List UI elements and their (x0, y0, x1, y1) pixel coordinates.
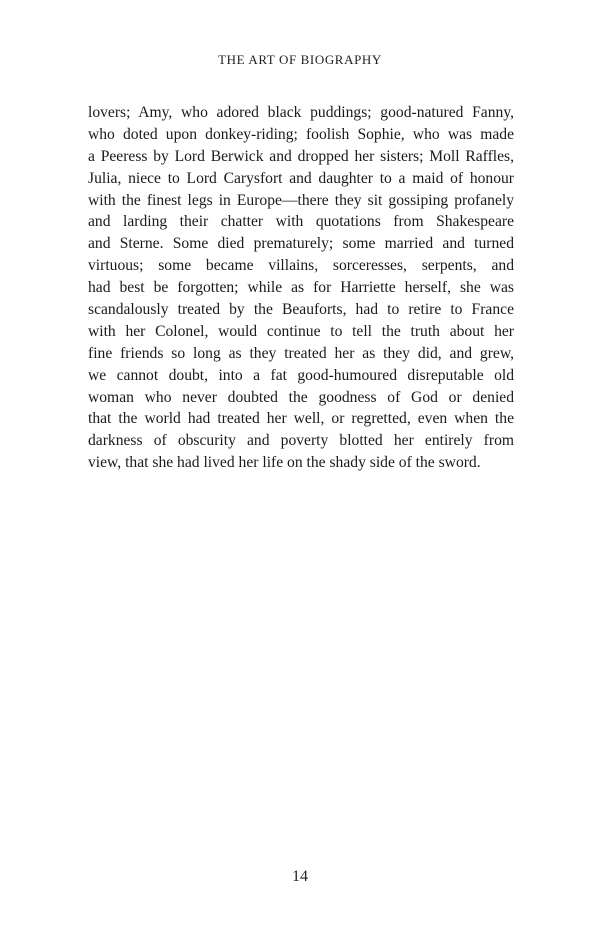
text-line: had best be forgotten; while as for Harriette herself, she was (88, 279, 514, 297)
text-line: a Peeress by Lord Berwick and dropped her sisters; Moll Raffles, (88, 147, 514, 165)
text-line: that the world had treated her well, or regretted, even when the (88, 410, 514, 428)
running-head-title: THE ART OF BIOGRAPHY (218, 52, 382, 67)
text-line: with the finest legs in Europe—there they sit gossiping profanely (88, 191, 514, 209)
text-line: virtuous; some became villains, sorceresses, serpents, and (88, 257, 514, 275)
text-line: scandalously treated by the Beauforts, had to retire to France (88, 301, 514, 319)
text-line: view, that she had lived her life on the shady side of the sword. (88, 454, 481, 472)
text-line: and larding their chatter with quotations from Shakespeare (88, 213, 514, 231)
text-line: we cannot doubt, into a fat good-humoured disreputable old (88, 366, 514, 384)
text-line: Julia, niece to Lord Carysfort and daughter to a maid of honour (88, 169, 514, 187)
page-number: 14 (292, 868, 308, 885)
text-line: with her Colonel, would continue to tell the truth about her (88, 322, 514, 340)
body-paragraph (88, 102, 514, 474)
text-line: woman who never doubted the goodness of God or denied (88, 388, 514, 406)
text-line: darkness of obscurity and poverty blotted her entirely from (88, 432, 514, 450)
text-line: and Sterne. Some died prematurely; some married and turned (88, 235, 514, 253)
text-line: who doted upon donkey-riding; foolish Sophie, who was made (88, 125, 514, 143)
text-line: fine friends so long as they treated her as they did, and grew, (88, 344, 514, 362)
text-line: lovers; Amy, who adored black puddings; good-natured Fanny, (88, 104, 514, 121)
